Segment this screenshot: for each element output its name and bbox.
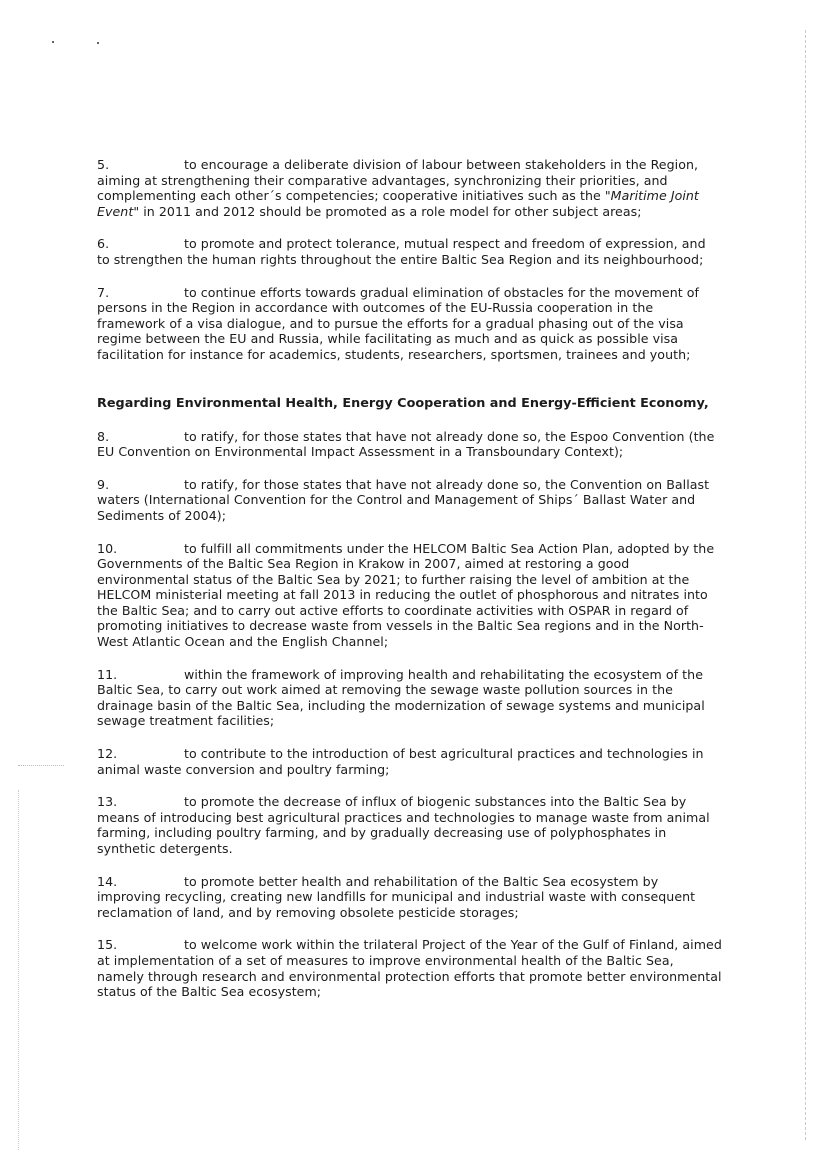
item-11 (97, 667, 722, 729)
item-number: 9. (97, 476, 110, 492)
item-text: within the framework of improving health and rehabilitating the ecosystem of the Baltic Sea, to carry out work aimed at removing the sewage waste pollution sources in the drainage basin of the Baltic Sea, including the modernization of sewage systems and municipal sewage treatment facilities; (97, 666, 705, 729)
item-7 (97, 285, 722, 363)
item-text: to promote better health and rehabilitation of the Baltic Sea ecosystem by improving recycling, creating new landfills for municipal and industrial waste with consequent reclamation of land, and by removing obsolete pesticide storages; (97, 873, 696, 920)
item-text: to promote the decrease of influx of biogenic substances into the Baltic Sea by means of introducing best agricultural practices and technologies to manage waste from animal farming, including poultry farming, and by gradually decreasing use of polyphosphates in synthetic detergents. (97, 794, 710, 856)
item-10 (97, 541, 722, 650)
item-text: to continue efforts towards gradual elimination of obstacles for the movement of persons in the Region in accordance with outcomes of the EU-Russia cooperation in the framework of a visa dialogue, and to pursue the efforts for a gradual phasing out of the visa regime between the EU and Russia, while facilitating as much and as quick as possible visa facilitation for instance for academics, students, researchers, sportsmen, trainees and youth; (97, 284, 700, 362)
item-12 (97, 746, 722, 777)
document-body (97, 157, 722, 1000)
item-9 (97, 477, 722, 524)
item-text: to encourage a deliberate division of labour between stakeholders in the Region, aiming at strengthening their comparative advantages, synchronizing their priorities, and complementing each other´s competencies; cooperative initiatives such as the (97, 157, 699, 204)
scan-speck (52, 41, 54, 43)
item-5 (97, 157, 722, 219)
item-number: 10. (97, 540, 118, 556)
item-text: to fulfill all commitments under the HELCOM Baltic Sea Action Plan, adopted by the Governments of the Baltic Sea Region in Krakow in 2007, aimed at restoring a good environmental status of the Baltic Sea by 2021; to further raising the level of ambition at the HELCOM ministerial meeting at fall 2013 in reducing the outlet of phosphorous and nitrates into the Baltic Sea; and to carry out active efforts to coordinate activities with OSPAR in regard of promoting initiatives to decrease waste from vessels in the Baltic Sea regions and in the North-West Atlantic Ocean and the English Channel; (97, 540, 715, 650)
item-15 (97, 937, 722, 999)
scan-edge-right (805, 30, 806, 1140)
item-text: in 2011 and 2012 should be promoted as a role model for other subject areas; (139, 203, 642, 219)
scan-mark (18, 765, 64, 766)
item-13 (97, 794, 722, 856)
item-text: to ratify, for those states that have not already done so, the Convention on Ballast waters (International Convention for the Control and Management of Ships´ Ballast Water and Sediments of 2004); (97, 476, 710, 523)
item-number: 6. (97, 236, 110, 252)
item-number: 14. (97, 873, 118, 889)
item-emphasis: "Maritime Joint Event" (97, 188, 699, 219)
item-number: 7. (97, 284, 110, 300)
item-number: 12. (97, 746, 118, 762)
scan-edge-left (18, 790, 19, 1150)
item-number: 8. (97, 428, 110, 444)
section-heading: Regarding Environmental Health, Energy Cooperation and Energy-Efficient Economy, (97, 395, 709, 411)
item-text: to welcome work within the trilateral Project of the Year of the Gulf of Finland, aimed at implementation of a set of measures to improve environmental health of the Baltic Sea, namely through research and environmental protection efforts that promote better environmental status of the Baltic Sea ecosystem; (97, 937, 722, 1000)
item-text: to ratify, for those states that have not already done so, the Espoo Convention (the EU Convention on Environmental Impact Assessment in a Transboundary Context); (97, 428, 715, 460)
item-number: 15. (97, 937, 118, 953)
item-number: 11. (97, 666, 118, 682)
scan-speck (97, 42, 99, 44)
item-number: 13. (97, 794, 118, 810)
item-8 (97, 429, 722, 460)
item-text: to promote and protect tolerance, mutual respect and freedom of expression, and to strengthen the human rights throughout the entire Baltic Sea Region and its neighbourhood; (97, 236, 706, 267)
item-text: to contribute to the introduction of best agricultural practices and technologies in animal waste conversion and poultry farming; (97, 746, 704, 777)
item-number: 5. (97, 157, 110, 172)
item-14 (97, 874, 722, 921)
item-6 (97, 236, 722, 267)
